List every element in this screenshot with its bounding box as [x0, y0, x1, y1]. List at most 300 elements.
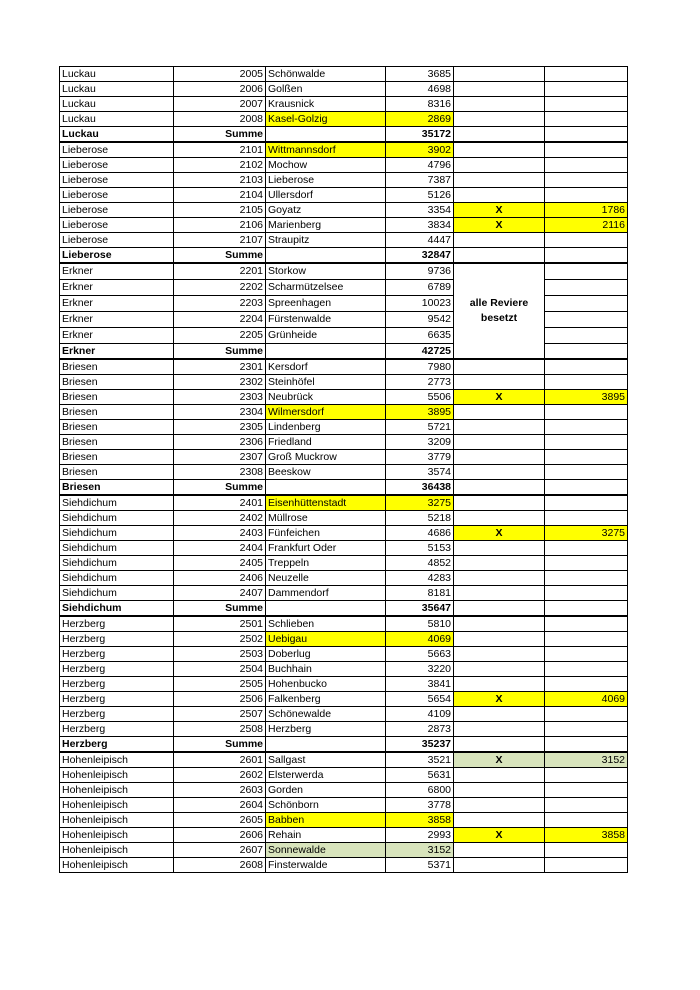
- group-cell: Briesen: [60, 480, 174, 496]
- id-cell: 2305: [174, 420, 266, 435]
- group-cell: Lieberose: [60, 248, 174, 264]
- name-cell: Babben: [266, 813, 386, 828]
- name-cell: Herzberg: [266, 722, 386, 737]
- name-cell: Krausnick: [266, 97, 386, 112]
- group-cell: Hohenleipisch: [60, 858, 174, 873]
- extra-cell: 3895: [545, 390, 628, 405]
- group-cell: Siehdichum: [60, 541, 174, 556]
- name-cell: Hohenbucko: [266, 677, 386, 692]
- empty-cell: [545, 248, 628, 264]
- id-cell: 2403: [174, 526, 266, 541]
- id-cell: 2306: [174, 435, 266, 450]
- mark-cell: [454, 662, 545, 677]
- id-cell: 2603: [174, 783, 266, 798]
- table-row: [60, 82, 628, 97]
- name-cell: Groß Muckrow: [266, 450, 386, 465]
- group-cell: Hohenleipisch: [60, 813, 174, 828]
- sum-label-cell: Summe: [174, 601, 266, 617]
- empty-cell: [454, 127, 545, 143]
- mark-cell: [454, 233, 545, 248]
- name-cell: Scharmützelsee: [266, 280, 386, 296]
- table-row: [60, 662, 628, 677]
- group-cell: Erkner: [60, 263, 174, 280]
- table-row: [60, 677, 628, 692]
- id-cell: 2406: [174, 571, 266, 586]
- value-cell: 4796: [386, 158, 454, 173]
- value-cell: 5371: [386, 858, 454, 873]
- name-cell: Kasel-Golzig: [266, 112, 386, 127]
- group-cell: Hohenleipisch: [60, 783, 174, 798]
- name-cell: Buchhain: [266, 662, 386, 677]
- id-cell: 2605: [174, 813, 266, 828]
- table-row: [60, 692, 628, 707]
- extra-cell: [545, 556, 628, 571]
- group-cell: Lieberose: [60, 203, 174, 218]
- sum-label-cell: Summe: [174, 737, 266, 753]
- group-cell: Briesen: [60, 390, 174, 405]
- value-cell: 3778: [386, 798, 454, 813]
- extra-cell: [545, 677, 628, 692]
- value-cell: 3834: [386, 218, 454, 233]
- id-cell: 2202: [174, 280, 266, 296]
- mark-cell: [454, 768, 545, 783]
- mark-cell: X: [454, 203, 545, 218]
- extra-cell: [545, 495, 628, 511]
- extra-cell: [545, 328, 628, 344]
- id-cell: 2608: [174, 858, 266, 873]
- extra-cell: [545, 768, 628, 783]
- group-cell: Siehdichum: [60, 586, 174, 601]
- group-cell: Briesen: [60, 465, 174, 480]
- extra-cell: [545, 450, 628, 465]
- mark-cell: [454, 571, 545, 586]
- table-row: [60, 218, 628, 233]
- id-cell: 2301: [174, 359, 266, 375]
- value-cell: 8316: [386, 97, 454, 112]
- group-cell: Siehdichum: [60, 556, 174, 571]
- table-row: [60, 722, 628, 737]
- mark-cell: [454, 541, 545, 556]
- extra-cell: [545, 67, 628, 82]
- extra-cell: [545, 632, 628, 647]
- id-cell: 2104: [174, 188, 266, 203]
- mark-cell: [454, 798, 545, 813]
- group-cell: Luckau: [60, 82, 174, 97]
- sum-row: [60, 601, 628, 617]
- group-cell: Erkner: [60, 344, 174, 360]
- name-cell: Rehain: [266, 828, 386, 843]
- value-cell: 10023: [386, 296, 454, 312]
- mark-cell: [454, 173, 545, 188]
- value-cell: 4109: [386, 707, 454, 722]
- name-cell: Dammendorf: [266, 586, 386, 601]
- mark-cell: [454, 616, 545, 632]
- extra-cell: [545, 158, 628, 173]
- mark-cell: [454, 82, 545, 97]
- empty-cell: [545, 601, 628, 617]
- id-cell: 2503: [174, 647, 266, 662]
- group-cell: Herzberg: [60, 692, 174, 707]
- id-cell: 2507: [174, 707, 266, 722]
- sum-row: [60, 480, 628, 496]
- name-cell: Doberlug: [266, 647, 386, 662]
- mark-cell: X: [454, 752, 545, 768]
- id-cell: 2504: [174, 662, 266, 677]
- mark-cell: [454, 465, 545, 480]
- group-cell: Erkner: [60, 280, 174, 296]
- table-row: [60, 843, 628, 858]
- sum-value-cell: 35647: [386, 601, 454, 617]
- value-cell: 6635: [386, 328, 454, 344]
- table-row: [60, 798, 628, 813]
- name-cell: Gorden: [266, 783, 386, 798]
- id-cell: 2103: [174, 173, 266, 188]
- extra-cell: [545, 707, 628, 722]
- id-cell: 2404: [174, 541, 266, 556]
- extra-cell: [545, 405, 628, 420]
- id-cell: 2303: [174, 390, 266, 405]
- name-cell: Müllrose: [266, 511, 386, 526]
- extra-cell: [545, 511, 628, 526]
- extra-cell: [545, 312, 628, 328]
- empty-cell: [454, 248, 545, 264]
- name-cell: Kersdorf: [266, 359, 386, 375]
- value-cell: 5721: [386, 420, 454, 435]
- district-table: [59, 66, 628, 873]
- mark-cell: [454, 158, 545, 173]
- mark-cell: [454, 586, 545, 601]
- id-cell: 2307: [174, 450, 266, 465]
- mark-cell: X: [454, 526, 545, 541]
- group-cell: Luckau: [60, 112, 174, 127]
- mark-cell: [454, 813, 545, 828]
- value-cell: 5663: [386, 647, 454, 662]
- group-cell: Briesen: [60, 359, 174, 375]
- id-cell: 2101: [174, 142, 266, 158]
- mark-cell: [454, 375, 545, 390]
- mark-cell: [454, 632, 545, 647]
- name-cell: Uebigau: [266, 632, 386, 647]
- group-cell: Hohenleipisch: [60, 843, 174, 858]
- sum-value-cell: 42725: [386, 344, 454, 360]
- id-cell: 2508: [174, 722, 266, 737]
- id-cell: 2205: [174, 328, 266, 344]
- value-cell: 5153: [386, 541, 454, 556]
- name-cell: Golßen: [266, 82, 386, 97]
- extra-cell: [545, 82, 628, 97]
- name-cell: Treppeln: [266, 556, 386, 571]
- group-cell: Lieberose: [60, 233, 174, 248]
- name-cell: Finsterwalde: [266, 858, 386, 873]
- value-cell: 3779: [386, 450, 454, 465]
- group-cell: Lieberose: [60, 158, 174, 173]
- group-cell: Hohenleipisch: [60, 752, 174, 768]
- name-cell: Storkow: [266, 263, 386, 280]
- mark-cell: [454, 435, 545, 450]
- value-cell: 5126: [386, 188, 454, 203]
- table-row: [60, 632, 628, 647]
- group-cell: Lieberose: [60, 218, 174, 233]
- mark-cell: [454, 405, 545, 420]
- group-cell: Luckau: [60, 127, 174, 143]
- id-cell: 2601: [174, 752, 266, 768]
- table-row: [60, 586, 628, 601]
- value-cell: 4698: [386, 82, 454, 97]
- extra-cell: 4069: [545, 692, 628, 707]
- table-row: [60, 390, 628, 405]
- extra-cell: [545, 112, 628, 127]
- table-row: [60, 405, 628, 420]
- group-cell: Siehdichum: [60, 511, 174, 526]
- id-cell: 2102: [174, 158, 266, 173]
- extra-cell: [545, 662, 628, 677]
- id-cell: 2607: [174, 843, 266, 858]
- name-cell: Frankfurt Oder: [266, 541, 386, 556]
- id-cell: 2105: [174, 203, 266, 218]
- table-row: [60, 375, 628, 390]
- sum-value-cell: 36438: [386, 480, 454, 496]
- extra-cell: 3152: [545, 752, 628, 768]
- mark-cell: [454, 495, 545, 511]
- id-cell: 2107: [174, 233, 266, 248]
- group-cell: Siehdichum: [60, 526, 174, 541]
- id-cell: 2008: [174, 112, 266, 127]
- table-row: [60, 203, 628, 218]
- table-row: [60, 616, 628, 632]
- table-row: [60, 67, 628, 82]
- mark-cell: [454, 783, 545, 798]
- table-row: [60, 158, 628, 173]
- table-row: [60, 541, 628, 556]
- group-cell: Herzberg: [60, 737, 174, 753]
- extra-cell: [545, 420, 628, 435]
- name-cell: Grünheide: [266, 328, 386, 344]
- extra-cell: [545, 173, 628, 188]
- table-row: [60, 556, 628, 571]
- table-row: [60, 813, 628, 828]
- mark-cell: [454, 556, 545, 571]
- name-cell: Eisenhüttenstadt: [266, 495, 386, 511]
- mark-cell: [454, 722, 545, 737]
- value-cell: 7980: [386, 359, 454, 375]
- extra-cell: [545, 435, 628, 450]
- group-cell: Siehdichum: [60, 601, 174, 617]
- name-cell: Fünfeichen: [266, 526, 386, 541]
- value-cell: 3275: [386, 495, 454, 511]
- sum-label-cell: Summe: [174, 248, 266, 264]
- empty-cell: [454, 601, 545, 617]
- extra-cell: [545, 142, 628, 158]
- extra-cell: [545, 465, 628, 480]
- table-row: [60, 511, 628, 526]
- extra-cell: [545, 798, 628, 813]
- name-cell: Lindenberg: [266, 420, 386, 435]
- mark-cell: [454, 112, 545, 127]
- extra-cell: 3858: [545, 828, 628, 843]
- name-cell: Neuzelle: [266, 571, 386, 586]
- value-cell: 5810: [386, 616, 454, 632]
- group-cell: Luckau: [60, 97, 174, 112]
- name-cell: Wittmannsdorf: [266, 142, 386, 158]
- table-row: [60, 465, 628, 480]
- empty-cell: [266, 344, 386, 360]
- empty-cell: [545, 127, 628, 143]
- value-cell: 6800: [386, 783, 454, 798]
- value-cell: 9736: [386, 263, 454, 280]
- id-cell: 2606: [174, 828, 266, 843]
- group-cell: Briesen: [60, 420, 174, 435]
- id-cell: 2006: [174, 82, 266, 97]
- sum-label-cell: Summe: [174, 480, 266, 496]
- extra-cell: [545, 263, 628, 280]
- table-row: [60, 359, 628, 375]
- name-cell: Sonnewalde: [266, 843, 386, 858]
- value-cell: 5631: [386, 768, 454, 783]
- id-cell: 2602: [174, 768, 266, 783]
- name-cell: Mochow: [266, 158, 386, 173]
- sum-value-cell: 32847: [386, 248, 454, 264]
- mark-cell: [454, 67, 545, 82]
- extra-cell: [545, 571, 628, 586]
- value-cell: 5506: [386, 390, 454, 405]
- mark-cell: [454, 677, 545, 692]
- group-cell: Lieberose: [60, 142, 174, 158]
- extra-cell: [545, 97, 628, 112]
- extra-cell: [545, 813, 628, 828]
- group-cell: Herzberg: [60, 707, 174, 722]
- extra-cell: [545, 233, 628, 248]
- value-cell: 3220: [386, 662, 454, 677]
- value-cell: 9542: [386, 312, 454, 328]
- empty-cell: [545, 737, 628, 753]
- sum-label-cell: Summe: [174, 127, 266, 143]
- id-cell: 2604: [174, 798, 266, 813]
- empty-cell: [545, 480, 628, 496]
- extra-cell: [545, 188, 628, 203]
- value-cell: 3841: [386, 677, 454, 692]
- empty-cell: [266, 127, 386, 143]
- empty-cell: [266, 248, 386, 264]
- table-row: [60, 97, 628, 112]
- group-cell: Briesen: [60, 375, 174, 390]
- id-cell: 2302: [174, 375, 266, 390]
- id-cell: 2405: [174, 556, 266, 571]
- value-cell: 3858: [386, 813, 454, 828]
- value-cell: 3354: [386, 203, 454, 218]
- mark-cell: [454, 450, 545, 465]
- group-cell: Briesen: [60, 450, 174, 465]
- id-cell: 2106: [174, 218, 266, 233]
- extra-cell: [545, 541, 628, 556]
- value-cell: 4283: [386, 571, 454, 586]
- extra-cell: 3275: [545, 526, 628, 541]
- mark-cell: [454, 647, 545, 662]
- value-cell: 4447: [386, 233, 454, 248]
- table-row: [60, 188, 628, 203]
- extra-cell: [545, 359, 628, 375]
- table-row: [60, 768, 628, 783]
- group-cell: Herzberg: [60, 616, 174, 632]
- sum-value-cell: 35172: [386, 127, 454, 143]
- id-cell: 2201: [174, 263, 266, 280]
- name-cell: Sallgast: [266, 752, 386, 768]
- name-cell: Schlieben: [266, 616, 386, 632]
- table-row: [60, 571, 628, 586]
- table-row: [60, 783, 628, 798]
- group-cell: Erkner: [60, 328, 174, 344]
- id-cell: 2308: [174, 465, 266, 480]
- value-cell: 4852: [386, 556, 454, 571]
- table-row: [60, 647, 628, 662]
- table-row: [60, 420, 628, 435]
- value-cell: 2869: [386, 112, 454, 127]
- value-cell: 3152: [386, 843, 454, 858]
- value-cell: 7387: [386, 173, 454, 188]
- group-cell: Briesen: [60, 435, 174, 450]
- name-cell: Schönborn: [266, 798, 386, 813]
- mark-cell: [454, 843, 545, 858]
- table-row: [60, 142, 628, 158]
- name-cell: Steinhöfel: [266, 375, 386, 390]
- value-cell: 3209: [386, 435, 454, 450]
- name-cell: Friedland: [266, 435, 386, 450]
- table-row: [60, 173, 628, 188]
- value-cell: 3685: [386, 67, 454, 82]
- id-cell: 2506: [174, 692, 266, 707]
- value-cell: 5218: [386, 511, 454, 526]
- id-cell: 2402: [174, 511, 266, 526]
- name-cell: Wilmersdorf: [266, 405, 386, 420]
- group-cell: Lieberose: [60, 173, 174, 188]
- empty-cell: [266, 737, 386, 753]
- group-cell: Siehdichum: [60, 495, 174, 511]
- extra-cell: [545, 843, 628, 858]
- value-cell: 6789: [386, 280, 454, 296]
- group-cell: Luckau: [60, 67, 174, 82]
- extra-cell: [545, 647, 628, 662]
- name-cell: Marienberg: [266, 218, 386, 233]
- extra-cell: [545, 858, 628, 873]
- name-cell: Spreenhagen: [266, 296, 386, 312]
- extra-cell: [545, 296, 628, 312]
- id-cell: 2501: [174, 616, 266, 632]
- value-cell: 5654: [386, 692, 454, 707]
- mark-cell: [454, 707, 545, 722]
- id-cell: 2304: [174, 405, 266, 420]
- group-cell: Siehdichum: [60, 571, 174, 586]
- mark-cell: [454, 359, 545, 375]
- empty-cell: [266, 601, 386, 617]
- id-cell: 2204: [174, 312, 266, 328]
- value-cell: 3902: [386, 142, 454, 158]
- group-cell: Herzberg: [60, 677, 174, 692]
- table-row: [60, 450, 628, 465]
- value-cell: 8181: [386, 586, 454, 601]
- table-body: [60, 67, 628, 873]
- mark-cell: [454, 858, 545, 873]
- sum-value-cell: 35237: [386, 737, 454, 753]
- group-cell: Herzberg: [60, 632, 174, 647]
- value-cell: 2773: [386, 375, 454, 390]
- table-row: [60, 435, 628, 450]
- name-cell: Fürstenwalde: [266, 312, 386, 328]
- group-cell: Erkner: [60, 312, 174, 328]
- group-cell: Hohenleipisch: [60, 828, 174, 843]
- table-row: [60, 263, 628, 280]
- extra-cell: [545, 616, 628, 632]
- table-row: [60, 526, 628, 541]
- table-row: [60, 233, 628, 248]
